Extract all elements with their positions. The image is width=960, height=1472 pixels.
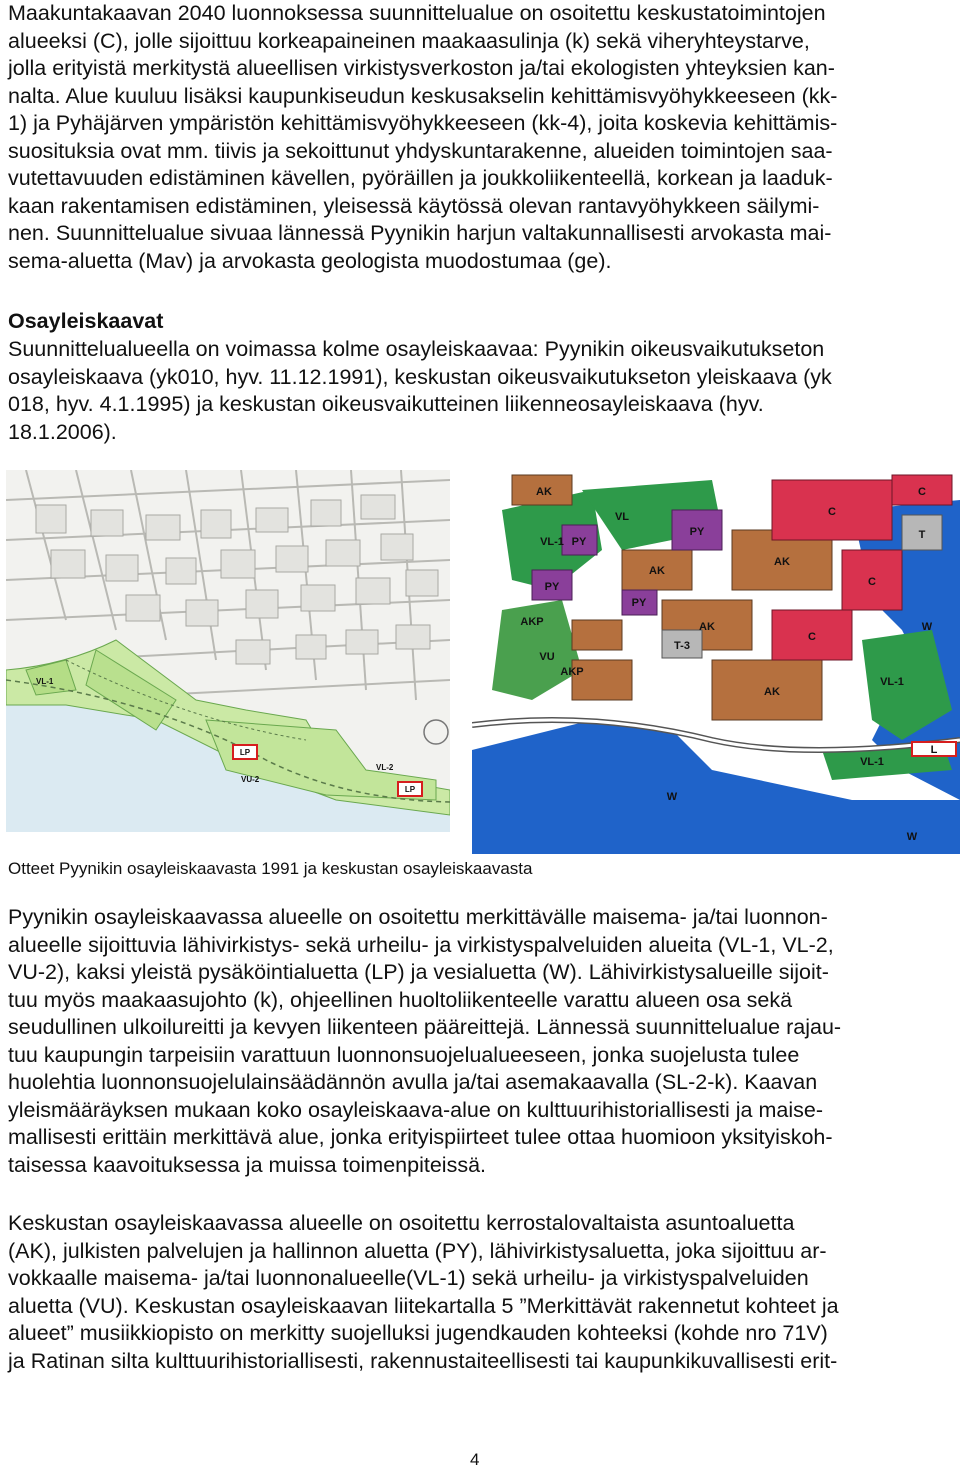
map-label-lp: LP <box>239 748 251 757</box>
text-line: nalta. Alue kuuluu lisäksi kaupunkiseudun keskusakselin kehittämisvyöhykkeeseen (kk- <box>8 83 838 108</box>
map-label-ak: AK <box>649 565 665 577</box>
map-label-w: W <box>666 791 678 803</box>
text-line: sema-aluetta (Mav) ja arvokasta geologista muodostumaa (ge). <box>8 248 612 273</box>
text-line: mallisesti erittäin merkittävä alue, jonka erityispiirteet tulee ottaa huomioon yksityiskoh- <box>8 1125 833 1149</box>
text-line: jolla erityistä merkitystä alueellisen virkistysverkoston ja/tai ekologisten yhteyksien kan- <box>8 56 835 80</box>
pyynikki-plan-paragraph <box>8 904 956 1179</box>
map-label-py: PY <box>571 536 587 548</box>
map-label-vl1: VL-1 <box>36 677 54 686</box>
map-label-w: W <box>906 831 918 843</box>
map-label-vl: VL <box>614 511 630 523</box>
city-centre-plan-map <box>472 470 960 854</box>
pyynikki-plan-map-drawing <box>6 470 450 832</box>
map-label-vu: VU <box>539 651 555 663</box>
text-line: osayleiskaava (yk010, hyv. 11.12.1991), keskustan oikeusvaikutukseton yleiskaava (yk <box>8 364 832 389</box>
map-label-akp: AKP <box>560 666 584 678</box>
text-line: Maakuntakaavan 2040 luonnoksessa suunnittelualue on osoitettu keskustatoimintojen <box>8 1 826 25</box>
text-line: Keskustan osayleiskaavassa alueelle on osoitettu kerrostalovaltaista asuntoaluetta <box>8 1211 795 1235</box>
map-label-akp: AKP <box>520 616 544 628</box>
text-line: alueeksi (C), jolle sijoittuu korkeapaineinen maakaasulinja (k) sekä viheryhteystarve, <box>8 28 810 53</box>
map-label-vl1: VL-1 <box>540 536 564 548</box>
map-label-t3: T-3 <box>674 640 690 652</box>
text-line: tuu myös maakaasujohto (k), ohjeellinen huoltoliikenteelle varattu alueen osa sekä <box>8 987 793 1012</box>
text-line: seudullinen ulkoilureitti ja kevyen liikenteen pääreittejä. Lännessä suunnittelualue rajau- <box>8 1015 842 1039</box>
map-label-c: C <box>868 576 876 588</box>
pyynikki-plan-map <box>6 470 450 832</box>
text-line: yleismääräyksen mukaan koko osayleiskaava-alue on kulttuurihistoriallisesti ja maise- <box>8 1097 823 1122</box>
text-line: vokkaalle maisema- ja/tai luonnonalueelle(VL-1) sekä urheilu- ja virkistyspalveluiden <box>8 1266 809 1290</box>
map-label-py: PY <box>544 581 560 593</box>
text-line: alueet” musiikkiopisto on merkitty suojelluksi jugendkauden kohteeksi (kohde nro 71V) <box>8 1321 828 1345</box>
text-line: 1) ja Pyhäjärven ympäristön kehittämisvyöhykkeeseen (kk-4), joita koskevia kehittämis- <box>8 111 838 135</box>
osayleiskaavat-paragraph <box>8 336 956 446</box>
map-label-c: C <box>808 631 816 643</box>
map-label-lp: LP <box>404 785 416 794</box>
text-line: VU-2), kaksi yleistä pysäköintialuetta (LP) ja vesialuetta (W). Lähivirkistysalueille sijoit- <box>8 960 829 984</box>
map-label-c: C <box>918 486 926 498</box>
map-label-ak: AK <box>536 486 552 498</box>
text-line: Suunnittelualueella on voimassa kolme osayleiskaavaa: Pyynikin oikeusvaikutukseton <box>8 337 825 361</box>
map-label-ak: AK <box>699 621 715 633</box>
text-line: taisessa kaavoituksessa ja muissa toimenpiteissä. <box>8 1152 486 1177</box>
map-label-py: PY <box>689 526 705 538</box>
text-line: aluetta (VU). Keskustan osayleiskaavan liitekartalla 5 ”Merkittävät rakennetut kohteet ja <box>8 1293 839 1318</box>
text-line: 018, hyv. 4.1.1995) ja keskustan oikeusvaikutteinen liikenneosayleiskaava (hyv. <box>8 392 764 416</box>
text-line: ja Ratinan silta kulttuurihistoriallisesti, rakennustaiteellisesti tai kaupunkikuvallisesti erit- <box>8 1348 838 1373</box>
map-label-ak: AK <box>774 556 790 568</box>
map-label-vl1: VL-1 <box>880 676 904 688</box>
text-line: 18.1.2006). <box>8 419 117 444</box>
city-centre-plan-paragraph <box>8 1210 956 1375</box>
map-label-ak: AK <box>764 686 780 698</box>
section-heading: Osayleiskaavat <box>8 309 164 333</box>
map-label-t: T <box>918 529 926 541</box>
map-label-w: W <box>921 621 933 633</box>
text-line: huolehtia luonnonsuojelulainsäädännön avulla ja/tai asemakaavalla (SL-2-k). Kaavan <box>8 1070 818 1094</box>
city-centre-plan-map-drawing <box>472 470 960 854</box>
text-line: (AK), julkisten palvelujen ja hallinnon aluetta (PY), lähivirkistysaluetta, joka sijoittuu ar- <box>8 1238 827 1263</box>
intro-paragraph <box>8 0 956 275</box>
map-label-vl2: VL-2 <box>376 763 394 772</box>
map-label-l: L <box>930 744 938 756</box>
text-line: vutettavuuden edistäminen kävellen, pyöräillen ja joukkoliikenteellä, korkean ja laaduk- <box>8 166 833 190</box>
map-label-c: C <box>828 506 836 518</box>
text-line: kaan rakentamisen edistäminen, yleisessä käytössä olevan rantavyöhykkeen säilymi- <box>8 193 820 218</box>
page-number: 4 <box>470 1450 480 1469</box>
map-label-vu2: VU-2 <box>241 775 260 784</box>
map-label-vl1: VL-1 <box>860 756 884 768</box>
text-line: tuu kaupungin tarpeisiin varattuun luonnonsuojelualueeseen, jonka suojelusta tulee <box>8 1042 800 1067</box>
text-line: suosituksia ovat mm. tiivis ja sekoittunut yhdyskuntarakenne, alueiden toimintojen saa- <box>8 138 833 163</box>
map-label-py: PY <box>631 597 647 609</box>
map-caption: Otteet Pyynikin osayleiskaavasta 1991 ja keskustan osayleiskaavasta <box>8 859 533 878</box>
text-line: Pyynikin osayleiskaavassa alueelle on osoitettu merkittävälle maisema- ja/tai luonnon- <box>8 905 828 929</box>
text-line: nen. Suunnittelualue sivuaa lännessä Pyynikin harjun valtakunnallisesti arvokasta mai- <box>8 221 832 245</box>
text-line: alueelle sijoittuvia lähivirkistys- sekä urheilu- ja virkistyspalveluiden alueita (VL-1, VL-2, <box>8 932 834 957</box>
